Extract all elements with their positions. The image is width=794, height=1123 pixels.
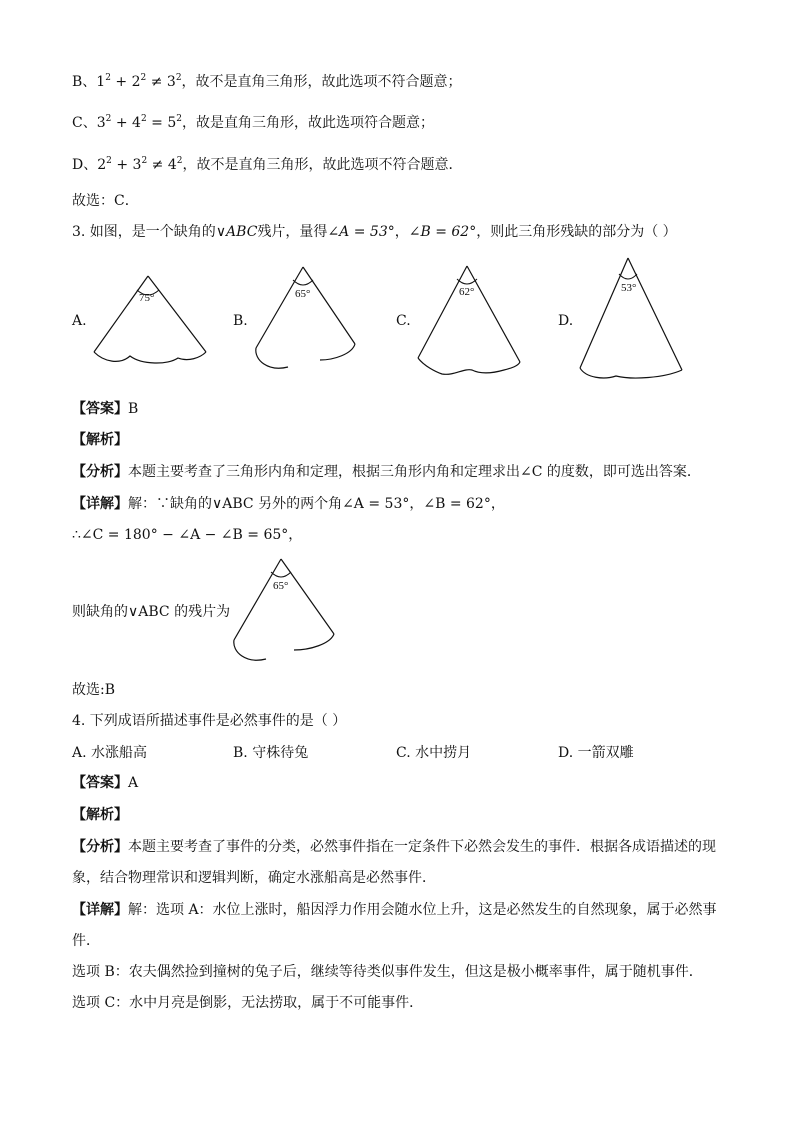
q3-fenxi: 【分析】本题主要考查了三角形内角和定理，根据三角形内角和定理求出∠C 的度数，即可选出答案． bbox=[72, 464, 701, 480]
q3-option-d-figure bbox=[576, 254, 688, 384]
q3-analysis-heading: 【解析】 bbox=[72, 432, 128, 448]
q3-option-a-angle: 75° bbox=[139, 292, 155, 304]
q3-option-b-label: B. bbox=[233, 313, 248, 329]
q3-solution-angle: 65° bbox=[273, 580, 289, 592]
q4-stem: 4. 下列成语所描述事件是必然事件的是（ ） bbox=[72, 713, 347, 729]
q4-xiangjie-line1: 【详解】解：选项 A：水位上涨时，船因浮力作用会随水位上升，这是必然发生的自然现象，属于必然事 bbox=[72, 902, 717, 918]
q3-option-a-label: A. bbox=[72, 313, 87, 329]
q4-xiangjie-line2: 件． bbox=[72, 933, 100, 949]
q4-choice-d: D. 一箭双雕 bbox=[558, 745, 634, 761]
q4-xiangjie-line3: 选项 B：农夫偶然捡到撞树的兔子后，继续等待类似事件发生，但这是极小概率事件，属于随机事件． bbox=[72, 964, 703, 980]
q4-xiangjie-line4: 选项 C：水中月亮是倒影，无法捞取，属于不可能事件． bbox=[72, 995, 424, 1011]
q2-option-b: B、$1^2 + 2^2 \ne 3^2$，故不是直角三角形，故此选项不符合题意； bbox=[72, 73, 462, 90]
q3-option-c-figure bbox=[414, 262, 526, 380]
q4-fenxi-line1: 【分析】本题主要考查了事件的分类，必然事件指在一定条件下必然会发生的事件．根据各成语描述的现 bbox=[72, 839, 716, 855]
q3-option-b-figure bbox=[250, 262, 362, 374]
q4-analysis-heading: 【解析】 bbox=[72, 807, 128, 823]
q4-answer: 【答案】A bbox=[72, 775, 139, 791]
q3-option-b-angle: 65° bbox=[295, 288, 311, 300]
q3-xiangjie-line3: 则缺角的∨ABC 的残片为 bbox=[72, 604, 231, 620]
q2-option-d: D、$2^2 + 3^2 \ne 4^2$，故不是直角三角形，故此选项不符合题意． bbox=[72, 156, 463, 173]
q4-choice-b: B. 守株待兔 bbox=[233, 745, 309, 761]
q3-xiangjie-line1: 【详解】解：∵缺角的∨ABC 另外的两个角∠A = 53°，∠B = 62°， bbox=[72, 496, 505, 512]
q3-option-c-angle: 62° bbox=[459, 286, 475, 298]
q3-solution-figure bbox=[228, 554, 340, 668]
q4-choice-a: A. 水涨船高 bbox=[72, 745, 148, 761]
q3-option-d-angle: 53° bbox=[621, 282, 637, 294]
q4-fenxi-line2: 象，结合物理常识和逻辑判断，确定水涨船高是必然事件． bbox=[72, 870, 436, 886]
q3-option-c-label: C. bbox=[396, 313, 411, 329]
q3-answer: 【答案】B bbox=[72, 401, 139, 417]
q3-stem: 3. 如图，是一个缺角的∨ABC残片，量得∠A = 53°，∠B = 62°，则此三角形残缺的部分为（ ） bbox=[72, 224, 677, 240]
q3-option-a-figure bbox=[90, 270, 210, 370]
q3-select: 故选:B bbox=[72, 682, 116, 698]
q2-option-c: C、$3^2 + 4^2 = 5^2$，故是直角三角形，故此选项符合题意； bbox=[72, 114, 434, 131]
q2-select: 故选：C． bbox=[72, 193, 139, 209]
q3-option-d-label: D. bbox=[558, 313, 574, 329]
q3-xiangjie-line2: ∴∠C = 180° − ∠A − ∠B = 65°， bbox=[72, 527, 303, 543]
q4-choice-c: C. 水中捞月 bbox=[396, 745, 472, 761]
